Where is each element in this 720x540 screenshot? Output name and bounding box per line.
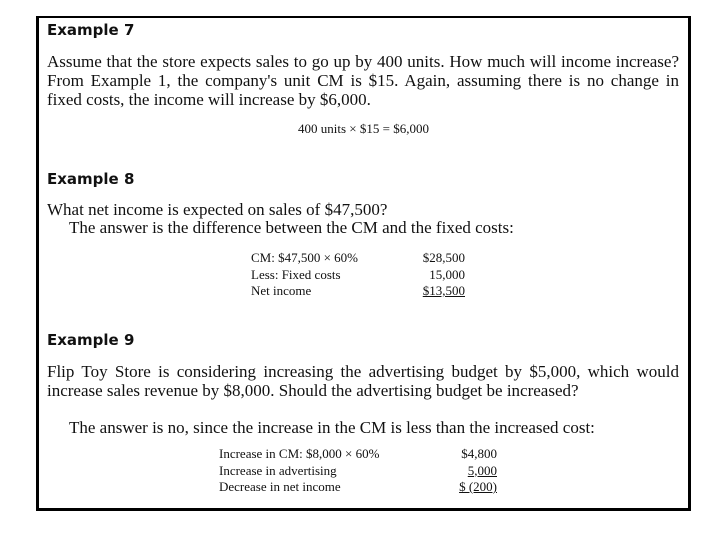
calc-amount: 5,000 bbox=[467, 462, 497, 478]
example-8-answer: The answer is the difference between the CM and the fixed costs: bbox=[69, 218, 514, 237]
example-7-equation: 400 units × $15 = $6,000 bbox=[298, 121, 429, 136]
calc-amount: $28,500 bbox=[422, 250, 465, 265]
calc-amount: $4,800 bbox=[461, 446, 497, 461]
calc-label: Increase in CM: $8,000 × 60% bbox=[219, 446, 380, 461]
calc-row bbox=[251, 250, 465, 267]
calc-row bbox=[251, 267, 465, 284]
calc-row bbox=[251, 283, 465, 300]
calc-label: Net income bbox=[251, 283, 312, 298]
calc-amount: $ (200) bbox=[459, 479, 497, 494]
example-7-title: Example 7 bbox=[47, 21, 135, 39]
calc-row bbox=[219, 446, 497, 463]
example-8-question: What net income is expected on sales of $47,500? bbox=[47, 200, 388, 219]
calc-label: Less: Fixed costs bbox=[251, 266, 341, 282]
calc-label: Decrease in net income bbox=[219, 479, 341, 494]
example-9-question: Flip Toy Store is considering increasing the advertising budget by $5,000, which would increase sales revenue by $8,000. Should the advertising budget be increased? bbox=[47, 362, 679, 400]
example-9-calculation bbox=[219, 446, 497, 496]
calc-row bbox=[219, 479, 497, 496]
calc-row bbox=[219, 463, 497, 480]
calc-label: Increase in advertising bbox=[219, 462, 337, 478]
calc-amount: 15,000 bbox=[429, 266, 465, 282]
example-8-calculation bbox=[251, 250, 465, 300]
calc-amount: $13,500 bbox=[422, 283, 465, 298]
example-8-title: Example 8 bbox=[47, 170, 135, 188]
example-7-paragraph: Assume that the store expects sales to go up by 400 units. How much will income increase? From Example 1, the company's unit CM is $15. Again, assuming there is no change in fixed costs, the income will increase by $6,000. bbox=[47, 52, 679, 109]
example-box bbox=[36, 16, 691, 511]
calc-label: CM: $47,500 × 60% bbox=[251, 250, 359, 265]
example-9-title: Example 9 bbox=[47, 331, 135, 349]
example-9-answer: The answer is no, since the increase in the CM is less than the increased cost: bbox=[69, 418, 595, 437]
